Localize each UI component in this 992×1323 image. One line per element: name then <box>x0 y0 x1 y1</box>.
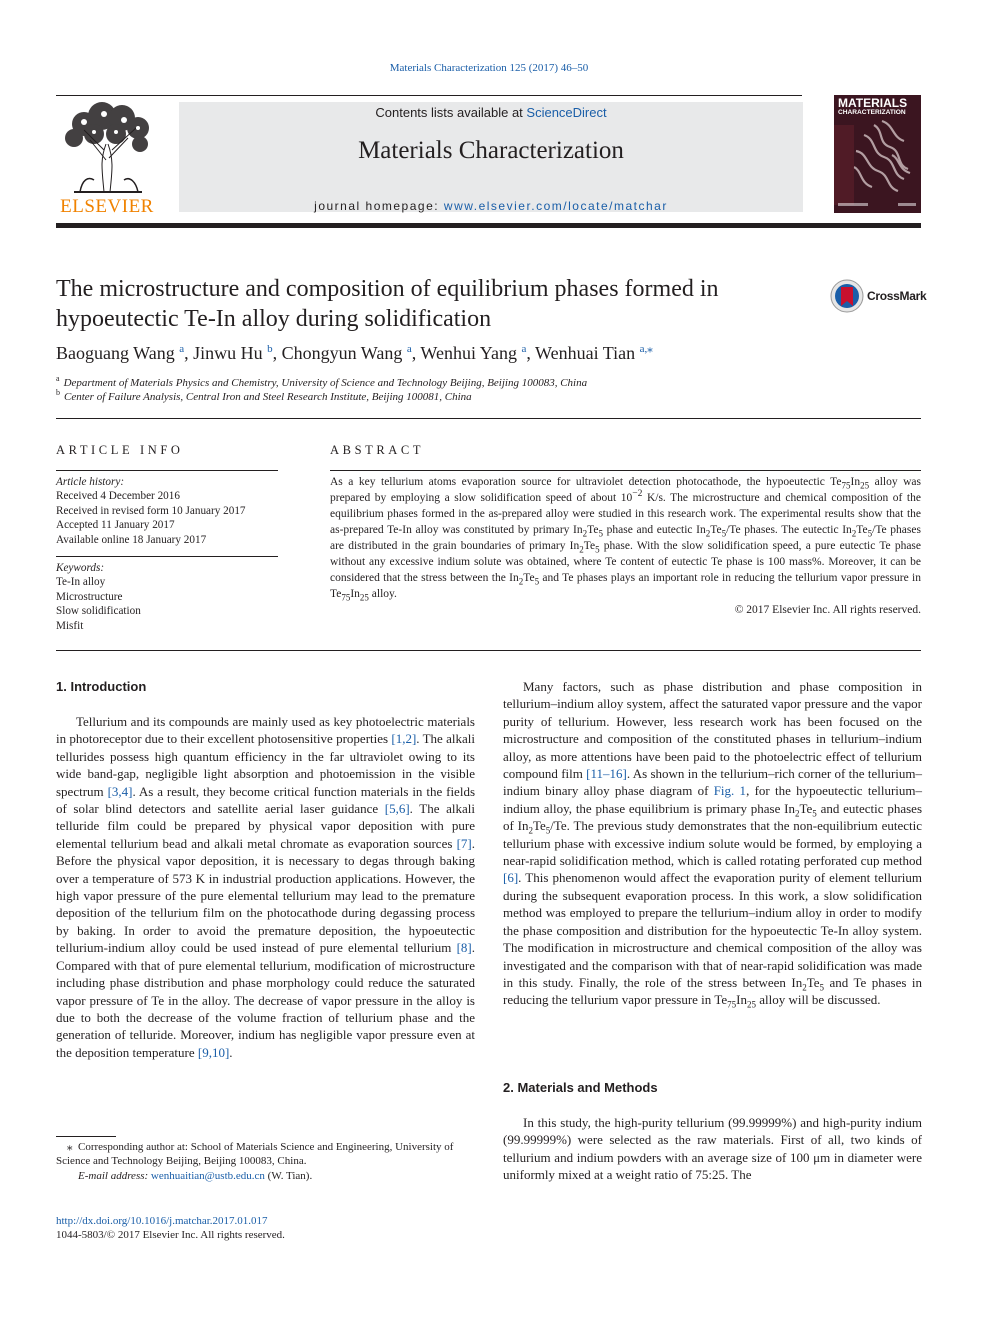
article-info-heading: ARTICLE INFO <box>56 443 184 457</box>
citation-link[interactable]: Materials Characterization 125 (2017) 46–50 <box>389 62 589 74</box>
divider <box>56 650 921 651</box>
section-heading-methods: 2. Materials and Methods <box>503 1080 658 1095</box>
citation-link[interactable]: [3,4] <box>107 783 133 799</box>
journal-homepage: journal homepage: www.elsevier.com/locate/matchar <box>314 199 668 213</box>
author-affiliation-mark[interactable]: b <box>267 343 273 355</box>
divider <box>56 470 278 471</box>
crossmark-label[interactable]: CrossMark <box>867 289 927 303</box>
divider <box>330 470 921 471</box>
abstract-text: As a key tellurium atoms evaporation source for ultraviolet detection photocathode, the hypoeutectic $Te_{75}In_{25}$ alloy was prepared by employing a slow solidification speed of about $10^{-2}$ K/s. The microstructure and chemical composition of the equilibrium phases formed in the as-prepared alloy were studied in this research work. The experimental results show that the as-prepared Te-In alloy was constituted by primary $In_2Te_5$ phase and eutectic $In_2Te_5/Te$ phases. The eutectic $In_2Te_5/Te$ phases are distributed in the grain boundaries of primary $In_2Te_5$ phase. With the slow solidification speed, a pure eutectic Te phase without any excessive indium solute was obtained, where Te content of eutectic Te phase is 100 mass%. Moreover, it can be considered that the stress between the $In_2Te_5$ and Te phases plays an important role in reducing the tellurium vapor pressure in $Te_{75}In_{25}$ alloy. © 2017 Elsevier Inc. All rights reserved. <box>330 476 922 616</box>
citation-link[interactable]: [8] <box>456 940 472 956</box>
article-title: The microstructure and composition of equilibrium phases formed in hypoeutectic Te-In alloy during solidification <box>56 276 719 332</box>
author-affiliation-mark[interactable]: a,⁎ <box>639 343 653 355</box>
header-thick-rule <box>56 223 921 228</box>
elsevier-wordmark: ELSEVIER <box>60 196 154 217</box>
author-name[interactable]: Jinwu Hu <box>193 343 263 363</box>
sciencedirect-link[interactable]: ScienceDirect <box>526 105 607 120</box>
author-affiliation-mark[interactable]: a <box>406 343 412 355</box>
citation-link[interactable]: [1,2] <box>391 731 417 747</box>
header-rule <box>56 95 802 96</box>
article-history: Article history: Received 4 December 2016 Received in revised form 10 January 2017 Accepted 11 January 2017 Available online 18 January 2017 <box>56 476 246 546</box>
author-name[interactable]: Wenhuai Tian <box>535 343 636 363</box>
citation-link[interactable]: [11–16] <box>586 766 627 782</box>
cover-subtitle: CHARACTERIZATION <box>838 109 906 116</box>
abstract-heading: ABSTRACT <box>330 443 425 457</box>
affiliation-b: $^b$ Center of Failure Analysis, Central Iron and Steel Research Institute, Beijing 100081, China <box>56 388 472 403</box>
keyword: Slow solidification <box>56 605 141 618</box>
author-affiliation-mark[interactable]: a <box>521 343 527 355</box>
article-footer: http://dx.doi.org/10.1016/j.matchar.2017.01.017 1044-5803/© 2017 Elsevier Inc. All rights reserved. <box>56 1215 285 1242</box>
figure-link[interactable]: Fig. 1 <box>713 783 747 799</box>
divider <box>56 556 278 557</box>
citation-link[interactable]: [6] <box>503 870 519 886</box>
introduction-paragraph-continued: Many factors, such as phase distribution and phase composition in tellurium–indium alloy system, affect the saturated vapor pressure and the vapor purity of tellurium. However, less research work has been focused on the microstructure and composition of the constituted phases in tellurium–indium alloy, as more attentions have been paid to the photoelectric effect of tellurium compound film [11–16]. As shown in the tellurium–rich corner of the tellurium–indium binary alloy phase diagram of Fig. 1, for the hypoeutectic tellurium–indium alloy, the phase equilibrium is primary phase $In_2Te_5$ and eutectic phases of $In_2Te_5/Te$. The previous study demonstrates that the non-equilibrium eutectic tellurium phase with excessive indium solute would be formed, by employing a near-rapid solidification method, which is called rotating perforated cup method [6]. This phenomenon would affect the evaporation purity of element tellurium during the subsequent evaporation process. In this work, a slow solidification method was employed to prepare the tellurium–indium alloy in order to modify the phase composition and distribution for the hypoeutectic Te-In alloy system. The modification in microstructure and chemical composition of the alloy was investigated and the comparison with that of near-rapid solidification was made in this study. Finally, the role of the stress between $In_2Te_5$ and Te phases in reducing the tellurium vapor pressure in $Te_{75}In_{25}$ alloy will be discussed. <box>503 679 923 1010</box>
homepage-link[interactable]: www.elsevier.com/locate/matchar <box>443 199 668 213</box>
footnote-rule <box>56 1136 116 1137</box>
author-list: Baoguang Wang $^a$, Jinwu Hu $^b$, Chongyun Wang $^a$, Wenhui Yang $^a$, Wenhuai Tian $^{a,⁎}$ <box>56 343 653 363</box>
divider <box>56 418 921 419</box>
methods-paragraph: In this study, the high-purity tellurium (99.99999%) and high-purity indium (99.99999%) were selected as the raw materials. First of all, two kinds of tellurium and indium powders with an average size of 100 μm in diameter were uniformly mixed at a weight ratio of 75:25. The <box>503 1115 922 1183</box>
doi-link[interactable]: http://dx.doi.org/10.1016/j.matchar.2017.01.017 <box>56 1215 268 1227</box>
keyword: Te-In alloy <box>56 576 106 589</box>
keyword: Misfit <box>56 619 84 632</box>
author-name[interactable]: Chongyun Wang <box>281 343 403 363</box>
section-heading-introduction: 1. Introduction <box>56 679 147 694</box>
journal-citation[interactable] <box>0 62 978 74</box>
citation-link[interactable]: [7] <box>456 835 472 851</box>
citation-link[interactable]: [9,10] <box>197 1044 230 1060</box>
introduction-paragraph: Tellurium and its compounds are mainly used as key photoelectric materials in photoreceptor due to their excellent photosensitive properties [1,2]. The alkali tellurides possess high quantum efficiency in the far ultraviolet owing to its wide band-gap, negligible light absorption and photoemission in the visible spectrum [3,4]. As a result, they become critical function materials in the fields of solar blind detectors and satellite aerial laser guidance [5,6]. The alkali telluride film could be prepared by physical vapor deposition with pure elemental tellurium bead and alkali metal chromate as evaporation sources [7]. Before the physical vapor deposition, it is necessary to degas through baking over a temperature of 573 K in industrial production applications. However, the high vapor pressure of the pure elemental tellurium may lead to the premature deposition of the tellurium film on the photocathode during degassing process by baking. In order to avoid the premature deposition, the hypoeutectic tellurium-indium alloy could be used instead of pure elemental tellurium [8]. Compared with that of pure elemental tellurium, modification of microstructure including phase distribution and phase morphology could reduce the saturated vapor pressure of Te in the alloy. The decrease of vapor pressure in the alloy is due to both the decrease of the volume fraction of tellurium phase and the generation of telluride. Moreover, indium has negligible vapor pressure even at the deposition temperature [9,10]. <box>56 714 475 1060</box>
author-name[interactable]: Baoguang Wang <box>56 343 175 363</box>
cover-title: MATERIALS <box>838 96 908 110</box>
citation-link[interactable]: [5,6] <box>384 801 410 817</box>
keyword: Microstructure <box>56 590 123 603</box>
crossmark-icon[interactable] <box>830 279 864 313</box>
author-affiliation-mark[interactable]: a <box>179 343 185 355</box>
affiliation-a: $^a$ Department of Materials Physics and Chemistry, University of Science and Technology Beijing, Beijing 100083, China <box>56 374 588 389</box>
corresponding-author-footnote: ⁎ Corresponding author at: School of Materials Science and Engineering, University of Science and Technology Beijing, Beijing 100083, China. E-mail address: wenhuaitian@ustb.edu.cn (W. Tian). <box>56 1141 454 1182</box>
author-name[interactable]: Wenhui Yang <box>420 343 517 363</box>
keywords: Keywords: Te-In alloy Microstructure Slow solidification Misfit <box>56 562 141 632</box>
abstract-copyright: © 2017 Elsevier Inc. All rights reserved. <box>734 604 921 616</box>
journal-name: Materials Characterization <box>358 137 624 164</box>
email-link[interactable]: wenhuaitian@ustb.edu.cn <box>150 1169 265 1182</box>
contents-line: Contents lists available at ScienceDirect <box>375 105 607 120</box>
